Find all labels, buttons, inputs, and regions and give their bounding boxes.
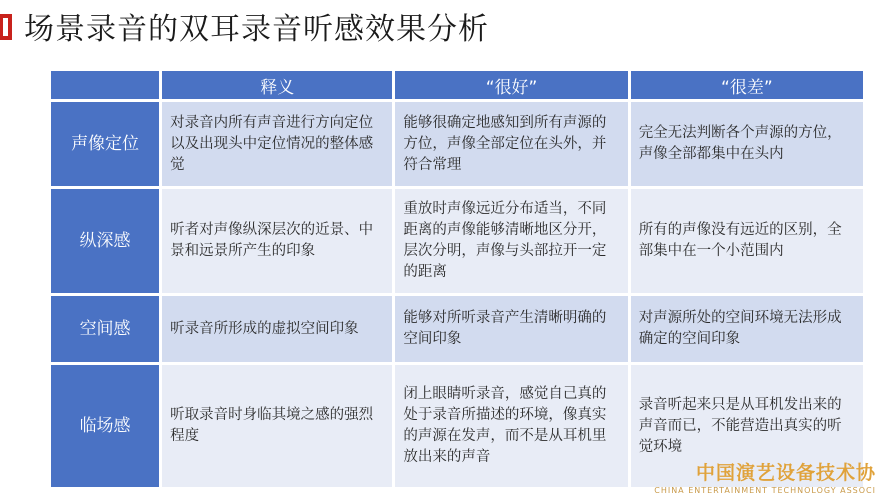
row-label: 声像定位 xyxy=(51,102,159,186)
bad-cell: 对声源所处的空间环境无法形成确定的空间印象 xyxy=(631,296,863,362)
header-definition: 释义 xyxy=(162,71,392,99)
bad-cell: 完全无法判断各个声源的方位，声像全部都集中在头内 xyxy=(631,102,863,186)
slide-title-part2: 双耳录音听感效果分析 xyxy=(179,12,489,47)
good-cell: 能够很确定地感知到所有声源的方位，声像全部定位在头外，并符合常理 xyxy=(395,102,627,186)
definition-cell: 听者对声像纵深层次的近景、中景和远景所产生的印象 xyxy=(162,189,392,293)
slide-title xyxy=(24,6,489,54)
bad-cell: 录音听起来只是从耳机发出来的声音而已，不能营造出真实的听觉环境 xyxy=(631,365,863,487)
definition-cell: 对录音内所有声音进行方向定位以及出现头中定位情况的整体感觉 xyxy=(162,102,392,186)
good-cell: 闭上眼睛听录音，感觉自己真的处于录音所描述的环境，像真实的声源在发声，而不是从耳机里放出来的声音 xyxy=(395,365,627,487)
bad-cell: 所有的声像没有远近的区别，全部集中在一个小范围内 xyxy=(631,189,863,293)
row-label: 纵深感 xyxy=(51,189,159,293)
definition-cell: 听录音所形成的虚拟空间印象 xyxy=(162,296,392,362)
slide-corner-mark xyxy=(0,14,12,40)
watermark-cn: 中国演艺设备技术协 xyxy=(695,462,876,484)
table-row xyxy=(51,296,863,362)
slide-title-part1: 场景录音的 xyxy=(24,12,179,47)
header-bad: “很差” xyxy=(631,71,863,99)
watermark-en: CHINA ENTERTAINMENT TECHNOLOGY ASSOCI xyxy=(654,486,876,495)
table-row xyxy=(51,189,863,293)
header-good: “很好” xyxy=(395,71,627,99)
comparison-table xyxy=(48,68,866,490)
row-label: 临场感 xyxy=(51,365,159,487)
row-label: 空间感 xyxy=(51,296,159,362)
table-header-row xyxy=(51,71,863,99)
watermark-logo xyxy=(654,458,876,495)
table-row xyxy=(51,102,863,186)
good-cell: 重放时声像远近分布适当，不同距离的声像能够清晰地区分开，层次分明，声像与头部拉开一定的距离 xyxy=(395,189,627,293)
good-cell: 能够对所听录音产生清晰明确的空间印象 xyxy=(395,296,627,362)
definition-cell: 听取录音时身临其境之感的强烈程度 xyxy=(162,365,392,487)
header-corner xyxy=(51,71,159,99)
